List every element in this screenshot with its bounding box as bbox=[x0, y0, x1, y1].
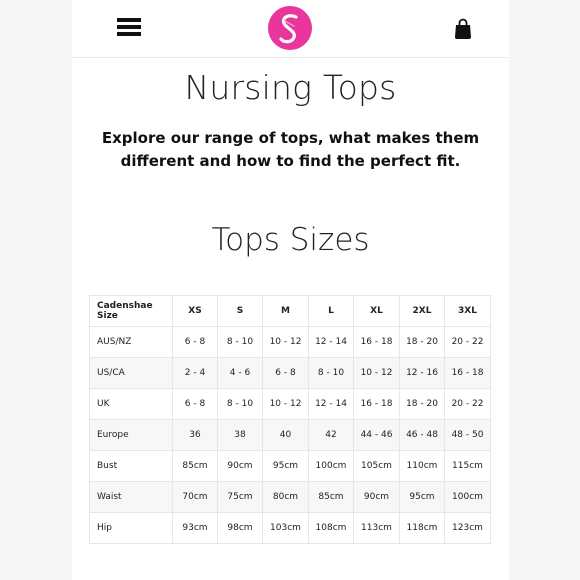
table-cell: 105cm bbox=[354, 451, 400, 482]
table-cell: UK bbox=[90, 389, 173, 420]
table-cell: 38 bbox=[218, 420, 263, 451]
table-cell: 44 - 46 bbox=[354, 420, 400, 451]
cadenshae-logo-icon[interactable] bbox=[268, 6, 312, 50]
table-cell: 10 - 12 bbox=[263, 389, 309, 420]
table-cell: 12 - 16 bbox=[400, 358, 445, 389]
site-header bbox=[72, 0, 509, 58]
table-cell: 95cm bbox=[400, 482, 445, 513]
table-cell: Europe bbox=[90, 420, 173, 451]
table-cell: 80cm bbox=[263, 482, 309, 513]
table-header-cell: XS bbox=[173, 296, 218, 327]
table-cell: 20 - 22 bbox=[445, 389, 491, 420]
table-cell: 100cm bbox=[445, 482, 491, 513]
size-table bbox=[89, 295, 491, 544]
table-cell: 12 - 14 bbox=[309, 389, 354, 420]
table-cell: 90cm bbox=[218, 451, 263, 482]
hamburger-menu-icon[interactable] bbox=[117, 16, 141, 38]
table-cell: 16 - 18 bbox=[354, 327, 400, 358]
table-cell: 75cm bbox=[218, 482, 263, 513]
table-cell: 108cm bbox=[309, 513, 354, 544]
table-cell: 110cm bbox=[400, 451, 445, 482]
table-cell: 90cm bbox=[354, 482, 400, 513]
table-cell: 85cm bbox=[173, 451, 218, 482]
table-cell: Bust bbox=[90, 451, 173, 482]
menu-bar bbox=[117, 18, 141, 22]
table-cell: 98cm bbox=[218, 513, 263, 544]
table-header-cell: L bbox=[309, 296, 354, 327]
table-cell: 46 - 48 bbox=[400, 420, 445, 451]
menu-bar bbox=[117, 25, 141, 29]
table-cell: 20 - 22 bbox=[445, 327, 491, 358]
table-cell: 16 - 18 bbox=[445, 358, 491, 389]
table-cell: Hip bbox=[90, 513, 173, 544]
table-row bbox=[90, 327, 491, 358]
table-cell: 4 - 6 bbox=[218, 358, 263, 389]
table-cell: 93cm bbox=[173, 513, 218, 544]
sizes-heading: Tops Sizes bbox=[211, 222, 370, 258]
intro-text: Explore our range of tops, what makes them different and how to find the perfect fit. bbox=[101, 129, 480, 170]
table-cell: 18 - 20 bbox=[400, 327, 445, 358]
table-cell: 40 bbox=[263, 420, 309, 451]
table-cell: 8 - 10 bbox=[309, 358, 354, 389]
table-cell: 36 bbox=[173, 420, 218, 451]
table-header-cell: Cadenshae Size bbox=[90, 296, 173, 327]
table-cell: 123cm bbox=[445, 513, 491, 544]
table-cell: 6 - 8 bbox=[173, 389, 218, 420]
table-cell: 100cm bbox=[309, 451, 354, 482]
table-cell: 70cm bbox=[173, 482, 218, 513]
table-cell: 10 - 12 bbox=[263, 327, 309, 358]
table-cell: US/CA bbox=[90, 358, 173, 389]
table-cell: 8 - 10 bbox=[218, 389, 263, 420]
table-cell: 6 - 8 bbox=[173, 327, 218, 358]
table-header-cell: XL bbox=[354, 296, 400, 327]
table-cell: 18 - 20 bbox=[400, 389, 445, 420]
table-cell: 12 - 14 bbox=[309, 327, 354, 358]
table-row bbox=[90, 513, 491, 544]
table-row bbox=[90, 420, 491, 451]
table-cell: 115cm bbox=[445, 451, 491, 482]
table-header-row bbox=[90, 296, 491, 327]
table-cell: 95cm bbox=[263, 451, 309, 482]
table-cell: Waist bbox=[90, 482, 173, 513]
table-cell: 2 - 4 bbox=[173, 358, 218, 389]
table-row bbox=[90, 451, 491, 482]
table-header-cell: 3XL bbox=[445, 296, 491, 327]
table-row bbox=[90, 358, 491, 389]
table-header-cell: S bbox=[218, 296, 263, 327]
menu-bar bbox=[117, 32, 141, 36]
table-cell: AUS/NZ bbox=[90, 327, 173, 358]
table-cell: 85cm bbox=[309, 482, 354, 513]
table-cell: 8 - 10 bbox=[218, 327, 263, 358]
table-cell: 16 - 18 bbox=[354, 389, 400, 420]
table-header-cell: 2XL bbox=[400, 296, 445, 327]
table-cell: 6 - 8 bbox=[263, 358, 309, 389]
shopping-bag-icon[interactable] bbox=[454, 18, 472, 40]
table-row bbox=[90, 482, 491, 513]
page-title: Nursing Tops bbox=[184, 68, 397, 107]
table-header-cell: M bbox=[263, 296, 309, 327]
table-cell: 48 - 50 bbox=[445, 420, 491, 451]
table-cell: 118cm bbox=[400, 513, 445, 544]
table-cell: 113cm bbox=[354, 513, 400, 544]
table-cell: 42 bbox=[309, 420, 354, 451]
table-cell: 103cm bbox=[263, 513, 309, 544]
table-cell: 10 - 12 bbox=[354, 358, 400, 389]
table-row bbox=[90, 389, 491, 420]
